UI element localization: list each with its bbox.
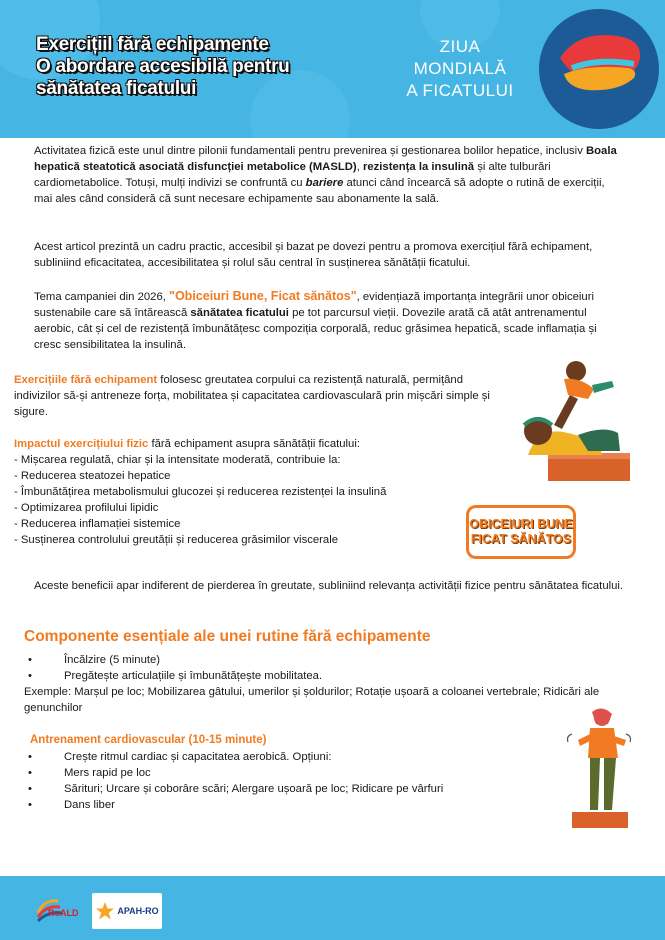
list-item: • Crește ritmul cardiac și capacitatea aerobică. Opțiuni:	[24, 749, 443, 765]
list-item: - Reducerea inflamației sistemice	[14, 518, 181, 530]
exercise-impact-section	[14, 436, 494, 548]
page-title	[36, 34, 366, 100]
badge-line-2: FICAT SĂNĂTOS	[470, 532, 572, 546]
barriers-term: bariere	[305, 177, 344, 189]
event-title	[380, 36, 540, 102]
list-item: • Mers rapid pe loc	[24, 765, 443, 781]
intro-paragraph-1	[34, 143, 624, 207]
list-item: - Reducerea steatozei hepatice	[14, 470, 171, 482]
parent-child-exercise-illustration	[508, 355, 632, 485]
apah-ro-logo	[92, 893, 162, 929]
section-lead: Exercițiile fără echipament	[14, 374, 158, 386]
list-item: - Optimizarea profilului lipidic	[14, 502, 159, 514]
masld-term: Boala hepatică steatotică asociată disfuncției metabolice (MASLD)	[34, 145, 617, 173]
intro-text: și alte tulburări cardiometabolice. Totuși, mulți indivizi se confruntă cu	[34, 161, 551, 189]
insulin-resistance-term: rezistența la insulină	[362, 161, 475, 173]
campaign-theme: "Obiceiuri Bune, Ficat sănătos"	[169, 289, 357, 303]
list-item: - Mișcarea regulată, chiar și la intensitate moderată, contribuie la:	[14, 454, 341, 466]
components-heading: Componente esențiale ale unei rutine fără echipamente	[24, 628, 431, 645]
intro-text: pe tot parcursul vieții. Dovezile arată că atât antrenamentul aerobic, cât și cel de rezistență îmbunătățesc compoziția corporală, reduc grăsimea hepatică, scade inflamația și cresc sensibilitatea la insulină.	[34, 307, 597, 351]
event-line-3: A FICATULUI	[406, 81, 514, 100]
impact-list	[14, 452, 494, 548]
list-item: • Sărituri; Urcare și coborâre scări; Alergare ușoară pe loc; Ridicare pe vârfuri	[24, 781, 443, 797]
title-line-3: sănătatea ficatului	[36, 78, 197, 99]
list-item: - Îmbunătățirea metabolismului glucozei și reducerea rezistenței la insulină	[14, 486, 387, 498]
components-example: Exemple: Marșul pe loc; Mobilizarea gâtului, umerilor și șoldurilor; Rotație ușoară a coloanei vertebrale; Ridicări ale genunchilor	[24, 686, 600, 714]
cardio-list	[24, 749, 443, 813]
section-text: fără echipament asupra sănătății ficatului:	[148, 438, 360, 450]
title-line-2: O abordare accesibilă pentru	[36, 56, 290, 77]
benefits-paragraph: Aceste beneficii apar indiferent de pierderea în greutate, subliniind relevanța activității fizice pentru sănătatea ficatului.	[34, 580, 624, 592]
event-line-1: ZIUA	[439, 37, 481, 56]
liver-health-term: sănătatea ficatului	[190, 307, 289, 319]
roald-logo-text: RoALD	[48, 908, 79, 918]
list-item: • Încălzire (5 minute)	[24, 652, 322, 668]
intro-text: atunci când încearcă să adopte o rutină de exerciții, mai ales când consideră că sunt necesare echipamente sau abonamente la sală.	[34, 177, 605, 205]
woman-twist-exercise-illustration	[564, 706, 634, 830]
section-text: folosesc greutatea corpului ca rezistență naturală, permițând indivizilor să-și antreneze forța, mobilitatea și capacitatea cardiovasculară prin mișcări simple și sigure.	[14, 374, 490, 418]
bodyweight-exercises-section	[14, 372, 494, 420]
world-liver-day-logo-icon	[538, 8, 660, 130]
apah-ro-text: APAH-RO	[117, 906, 159, 916]
intro-text: , evidențiază importanța integrării unor obiceiuri sustenabile care să întărească	[34, 291, 594, 319]
list-item: • Pregătește articulațiile și îmbunătățește mobilitatea.	[24, 668, 322, 684]
intro-text: Tema campaniei din 2026,	[34, 291, 170, 303]
title-line-1: Exercițiil fără echipamente	[36, 34, 269, 55]
intro-text: ,	[356, 161, 363, 173]
star-icon	[95, 901, 115, 921]
list-item: • Dans liber	[24, 797, 443, 813]
event-line-2: MONDIALĂ	[413, 59, 507, 78]
intro-paragraph-2: Acest articol prezintă un cadru practic, accesibil și bazat pe dovezi pentru a promova exercițiul fără echipament, subliniind eficacitatea, accesibilitatea și rolul său central în susținerea sănătății ficatului.	[34, 241, 593, 269]
campaign-badge	[466, 505, 576, 559]
components-list	[24, 652, 322, 684]
intro-paragraph-3	[34, 288, 624, 353]
intro-text: Activitatea fizică este unul dintre pilonii fundamentali pentru prevenirea și gestionarea bolilor hepatice, inclusiv	[34, 145, 586, 157]
list-item: - Susținerea controlului greutății și reducerea grăsimilor viscerale	[14, 534, 338, 546]
badge-line-1: OBICEIURI BUNE	[469, 517, 573, 531]
cardio-heading: Antrenament cardiovascular (10-15 minute)	[30, 734, 267, 746]
section-lead: Impactul exercițiului fizic	[14, 438, 149, 450]
